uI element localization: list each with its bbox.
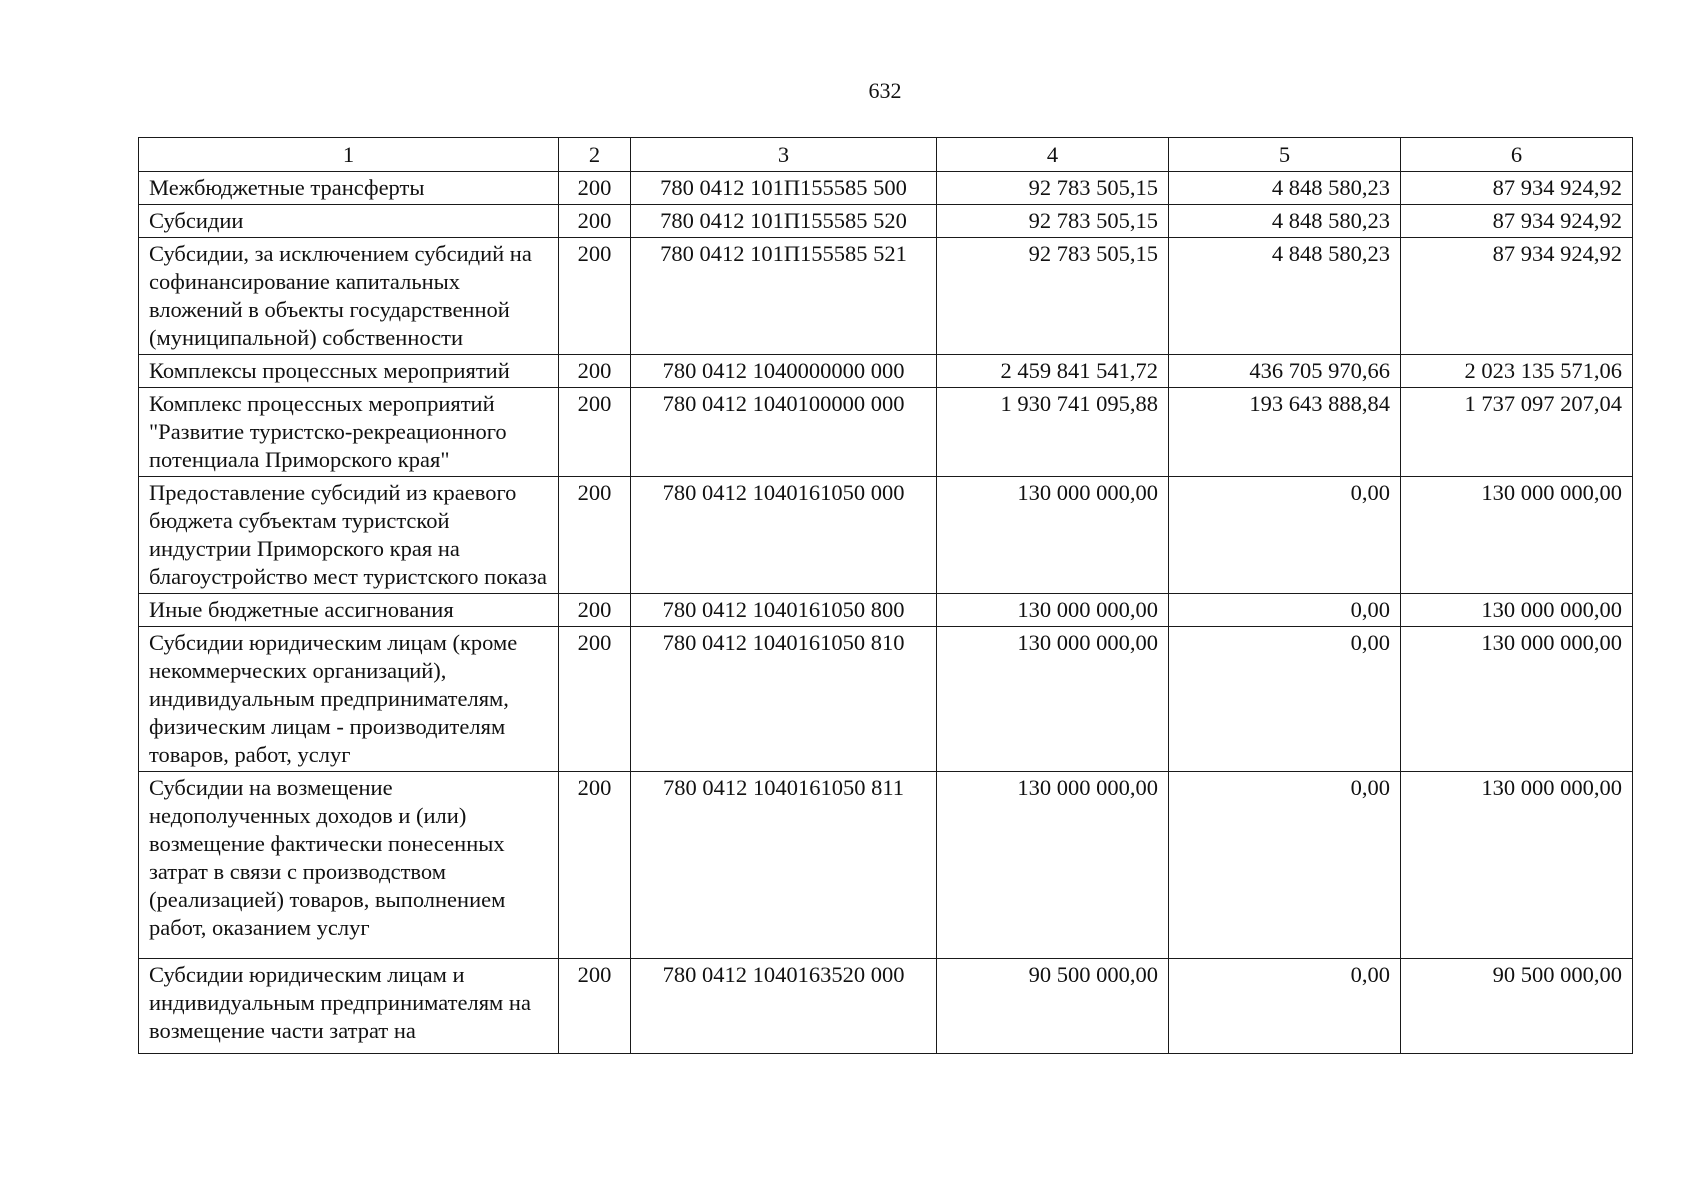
row-amount-col5: 193 643 888,84 <box>1169 388 1401 477</box>
row-code-cell: 200 <box>559 594 631 627</box>
row-code-cell: 200 <box>559 772 631 959</box>
table-row <box>139 959 1633 1054</box>
column-header: 1 <box>139 138 559 172</box>
row-name-cell: Комплексы процессных мероприятий <box>139 355 559 388</box>
table-row <box>139 238 1633 355</box>
row-kbk-cell: 780 0412 1040000000 000 <box>631 355 937 388</box>
row-amount-col6: 130 000 000,00 <box>1401 772 1633 959</box>
row-name-cell: Субсидии на возмещение недополученных доходов и (или) возмещение фактически понесенных затрат в связи с производством (реализацией) товаров, выполнением работ, оказанием услуг <box>139 772 559 959</box>
row-amount-col4: 92 783 505,15 <box>937 238 1169 355</box>
row-amount-col6: 87 934 924,92 <box>1401 172 1633 205</box>
row-amount-col4: 130 000 000,00 <box>937 594 1169 627</box>
row-name-cell: Комплекс процессных мероприятий "Развитие туристско-рекреационного потенциала Приморского края" <box>139 388 559 477</box>
table-row <box>139 355 1633 388</box>
row-amount-col6: 2 023 135 571,06 <box>1401 355 1633 388</box>
table-row <box>139 477 1633 594</box>
row-code-cell: 200 <box>559 959 631 1054</box>
row-kbk-cell: 780 0412 1040161050 811 <box>631 772 937 959</box>
row-amount-col5: 4 848 580,23 <box>1169 238 1401 355</box>
row-amount-col6: 87 934 924,92 <box>1401 205 1633 238</box>
row-amount-col5: 0,00 <box>1169 772 1401 959</box>
row-kbk-cell: 780 0412 1040161050 000 <box>631 477 937 594</box>
row-amount-col4: 92 783 505,15 <box>937 205 1169 238</box>
row-code-cell: 200 <box>559 238 631 355</box>
row-amount-col6: 87 934 924,92 <box>1401 238 1633 355</box>
budget-table <box>138 137 1633 1054</box>
table-row <box>139 627 1633 772</box>
table-header-row <box>139 138 1633 172</box>
row-code-cell: 200 <box>559 355 631 388</box>
row-name-cell: Иные бюджетные ассигнования <box>139 594 559 627</box>
row-amount-col5: 4 848 580,23 <box>1169 172 1401 205</box>
row-name-cell: Субсидии <box>139 205 559 238</box>
page-number: 632 <box>868 78 902 103</box>
row-amount-col4: 92 783 505,15 <box>937 172 1169 205</box>
row-amount-col6: 90 500 000,00 <box>1401 959 1633 1054</box>
row-kbk-cell: 780 0412 101П155585 500 <box>631 172 937 205</box>
row-kbk-cell: 780 0412 101П155585 521 <box>631 238 937 355</box>
row-kbk-cell: 780 0412 1040163520 000 <box>631 959 937 1054</box>
row-kbk-cell: 780 0412 1040100000 000 <box>631 388 937 477</box>
row-amount-col6: 130 000 000,00 <box>1401 627 1633 772</box>
row-amount-col4: 1 930 741 095,88 <box>937 388 1169 477</box>
row-name-cell: Предоставление субсидий из краевого бюджета субъектам туристской индустрии Приморского края на благоустройство мест туристского показа <box>139 477 559 594</box>
row-name-cell: Субсидии юридическим лицам (кроме некоммерческих организаций), индивидуальным предпринимателям, физическим лицам - производителям товаров, работ, услуг <box>139 627 559 772</box>
column-header: 6 <box>1401 138 1633 172</box>
column-header: 3 <box>631 138 937 172</box>
row-amount-col5: 0,00 <box>1169 627 1401 772</box>
row-amount-col4: 130 000 000,00 <box>937 772 1169 959</box>
row-amount-col4: 130 000 000,00 <box>937 477 1169 594</box>
row-name-cell: Субсидии юридическим лицам и индивидуальным предпринимателям на возмещение части затрат на <box>139 959 559 1054</box>
row-amount-col4: 90 500 000,00 <box>937 959 1169 1054</box>
row-amount-col5: 0,00 <box>1169 477 1401 594</box>
row-amount-col4: 130 000 000,00 <box>937 627 1169 772</box>
row-code-cell: 200 <box>559 205 631 238</box>
table-row <box>139 205 1633 238</box>
table-row <box>139 172 1633 205</box>
row-amount-col6: 1 737 097 207,04 <box>1401 388 1633 477</box>
row-kbk-cell: 780 0412 1040161050 800 <box>631 594 937 627</box>
row-amount-col5: 436 705 970,66 <box>1169 355 1401 388</box>
row-name-cell: Субсидии, за исключением субсидий на софинансирование капитальных вложений в объекты государственной (муниципальной) собственности <box>139 238 559 355</box>
row-code-cell: 200 <box>559 627 631 772</box>
table-row <box>139 772 1633 959</box>
row-amount-col5: 0,00 <box>1169 959 1401 1054</box>
column-header: 2 <box>559 138 631 172</box>
row-name-cell: Межбюджетные трансферты <box>139 172 559 205</box>
row-code-cell: 200 <box>559 388 631 477</box>
column-header: 5 <box>1169 138 1401 172</box>
row-amount-col5: 4 848 580,23 <box>1169 205 1401 238</box>
column-header: 4 <box>937 138 1169 172</box>
table-row <box>139 594 1633 627</box>
row-amount-col5: 0,00 <box>1169 594 1401 627</box>
row-amount-col6: 130 000 000,00 <box>1401 477 1633 594</box>
row-code-cell: 200 <box>559 477 631 594</box>
table-row <box>139 388 1633 477</box>
row-amount-col6: 130 000 000,00 <box>1401 594 1633 627</box>
row-amount-col4: 2 459 841 541,72 <box>937 355 1169 388</box>
row-code-cell: 200 <box>559 172 631 205</box>
row-kbk-cell: 780 0412 1040161050 810 <box>631 627 937 772</box>
row-kbk-cell: 780 0412 101П155585 520 <box>631 205 937 238</box>
